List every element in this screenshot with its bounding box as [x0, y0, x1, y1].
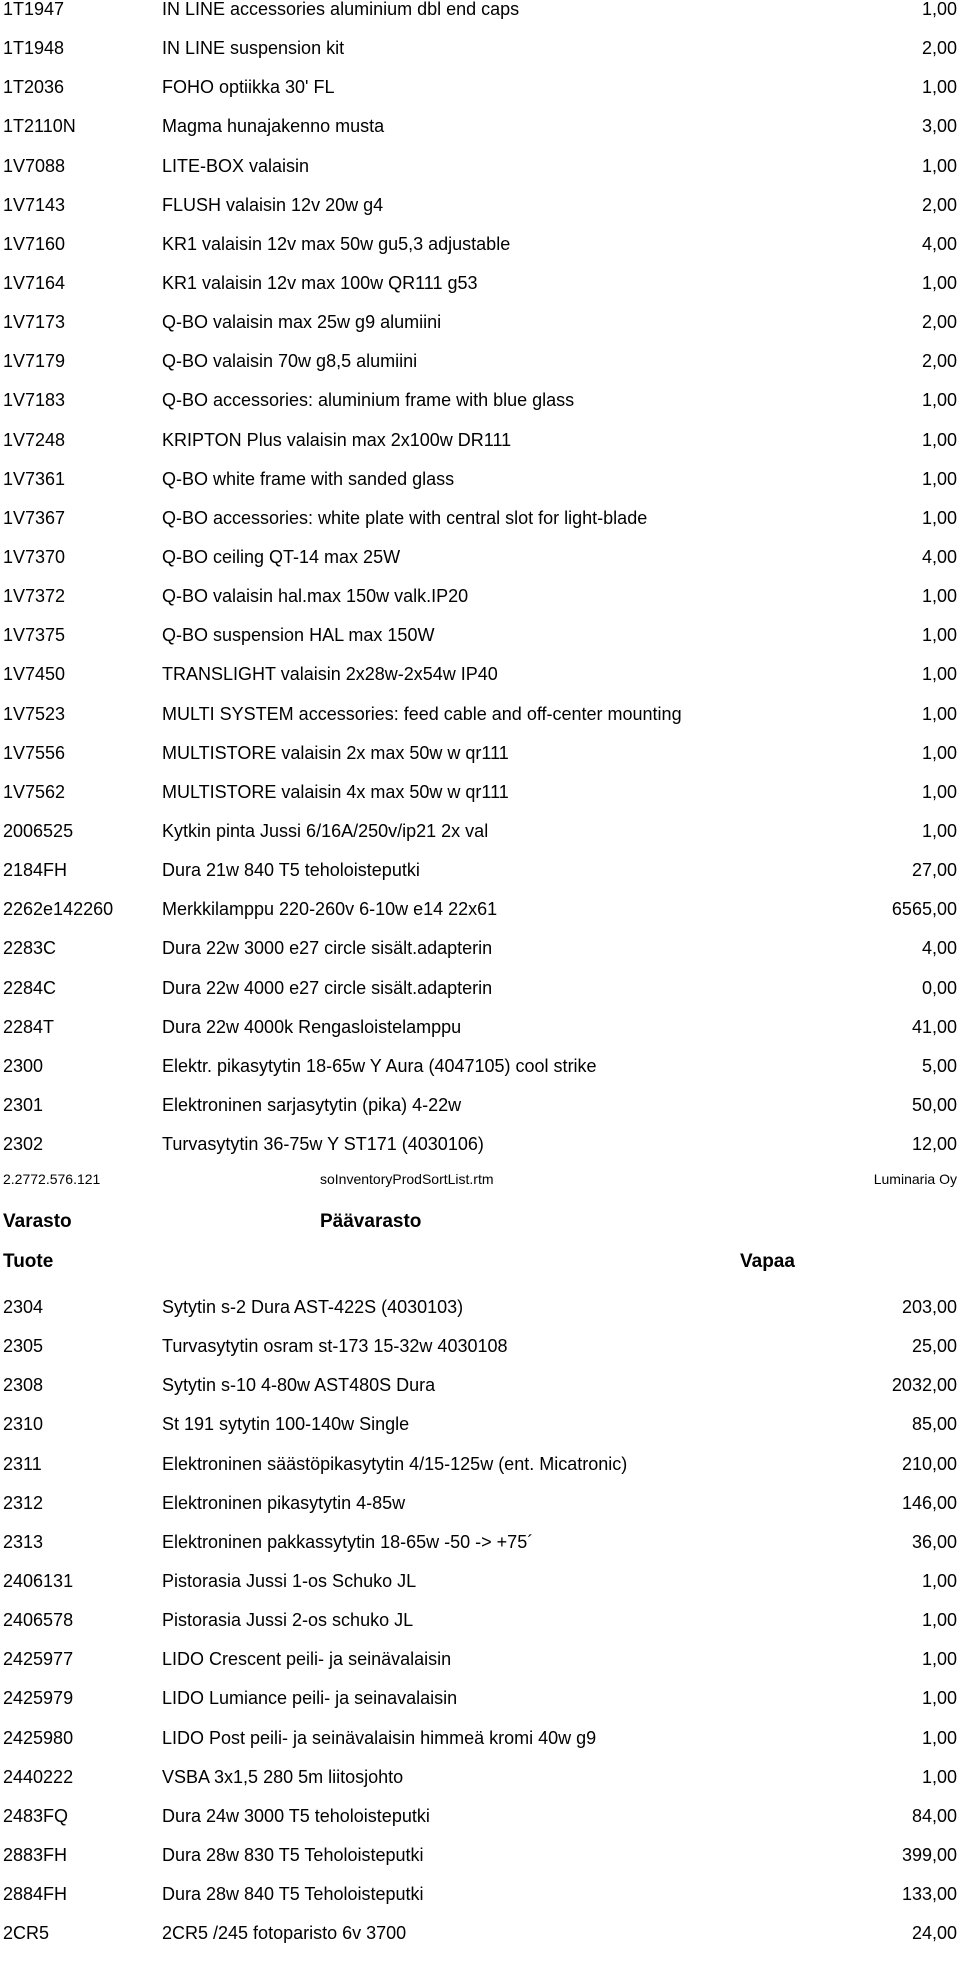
product-description: Pistorasia Jussi 1-os Schuko JL: [162, 1570, 417, 1591]
product-description: Q-BO valaisin hal.max 150w valk.IP20: [162, 586, 469, 607]
available-quantity: 1,00: [921, 1610, 957, 1631]
inventory-row: [0, 1846, 960, 1885]
product-code: 1V7183: [3, 390, 66, 411]
available-quantity: 1,00: [921, 77, 957, 98]
product-code: 2300: [3, 1055, 44, 1076]
available-quantity: 3,00: [921, 116, 957, 137]
available-quantity: 25,00: [911, 1336, 957, 1357]
product-code: 2425977: [3, 1649, 74, 1670]
product-code: 2440222: [3, 1766, 74, 1787]
product-description: Elektroninen säästöpikasytytin 4/15-125w (ent. Micatronic): [162, 1453, 628, 1474]
available-quantity: 1,00: [921, 742, 957, 763]
inventory-row: [0, 1768, 960, 1807]
warehouse-value: Päävarasto: [320, 1211, 422, 1232]
product-code: 2406578: [3, 1610, 74, 1631]
product-code: 1V7361: [3, 468, 66, 489]
inventory-row: [0, 665, 960, 704]
product-description: LIDO Post peili- ja seinävalaisin himmeä kromi 40w g9: [162, 1727, 597, 1748]
available-quantity: 1,00: [921, 155, 957, 176]
product-code: 1V7160: [3, 233, 66, 254]
product-code: 1V7088: [3, 155, 66, 176]
available-quantity: 85,00: [911, 1414, 957, 1435]
inventory-row: [0, 1650, 960, 1689]
product-code: 1T2110N: [3, 116, 76, 137]
inventory-row: [0, 587, 960, 626]
available-quantity: 24,00: [911, 1923, 957, 1944]
inventory-row: [0, 1572, 960, 1611]
inventory-row: [0, 431, 960, 470]
available-quantity: 6565,00: [891, 899, 957, 920]
available-quantity: 1,00: [921, 272, 957, 293]
page-footer: [0, 1172, 960, 1192]
available-quantity: 0,00: [921, 977, 957, 998]
available-quantity: 146,00: [901, 1492, 957, 1513]
inventory-row: [0, 78, 960, 117]
available-quantity: 1,00: [921, 1649, 957, 1670]
inventory-row: [0, 157, 960, 196]
inventory-row: [0, 1729, 960, 1768]
product-description: Q-BO suspension HAL max 150W: [162, 625, 435, 646]
inventory-row: [0, 1096, 960, 1135]
available-quantity: 1,00: [921, 703, 957, 724]
product-code: 2284T: [3, 1016, 55, 1037]
column-header-product: Tuote: [3, 1251, 54, 1272]
product-code: 1V7173: [3, 312, 66, 333]
product-description: Dura 22w 4000k Rengasloistelamppu: [162, 1016, 462, 1037]
product-description: Q-BO accessories: white plate with central slot for light-blade: [162, 507, 648, 528]
inventory-row: [0, 783, 960, 822]
product-description: Q-BO valaisin max 25w g9 alumiini: [162, 312, 442, 333]
product-description: IN LINE suspension kit: [162, 38, 345, 59]
inventory-row: [0, 0, 960, 39]
product-description: KR1 valaisin 12v max 100w QR111 g53: [162, 272, 478, 293]
product-description: Kytkin pinta Jussi 6/16A/250v/ip21 2x val: [162, 820, 489, 841]
available-quantity: 1,00: [921, 1688, 957, 1709]
inventory-row: [0, 705, 960, 744]
product-description: Elektroninen pakkassytytin 18-65w -50 -> +75´: [162, 1531, 534, 1552]
product-code: 1T1947: [3, 0, 65, 19]
available-quantity: 2,00: [921, 312, 957, 333]
inventory-list-page2: [0, 1298, 960, 1963]
product-code: 1T2036: [3, 77, 65, 98]
inventory-row: [0, 313, 960, 352]
inventory-row: [0, 979, 960, 1018]
product-description: IN LINE accessories aluminium dbl end caps: [162, 0, 520, 19]
inventory-row: [0, 117, 960, 156]
available-quantity: 4,00: [921, 938, 957, 959]
product-description: Dura 22w 4000 e27 circle sisält.adapterin: [162, 977, 493, 998]
inventory-row: [0, 626, 960, 665]
inventory-row: [0, 1298, 960, 1337]
product-description: Turvasytytin 36-75w Y ST171 (4030106): [162, 1134, 484, 1155]
inventory-row: [0, 1885, 960, 1924]
available-quantity: 27,00: [911, 860, 957, 881]
inventory-row: [0, 39, 960, 78]
product-code: 2406131: [3, 1570, 74, 1591]
product-description: Elektroninen sarjasytytin (pika) 4-22w: [162, 1094, 462, 1115]
product-code: 2302: [3, 1134, 44, 1155]
product-description: Dura 28w 840 T5 Teholoisteputki: [162, 1884, 424, 1905]
inventory-row: [0, 900, 960, 939]
product-description: Elektroninen pikasytytin 4-85w: [162, 1492, 406, 1513]
product-description: Q-BO white frame with sanded glass: [162, 468, 455, 489]
inventory-row: [0, 939, 960, 978]
product-code: 2284C: [3, 977, 57, 998]
inventory-row: [0, 352, 960, 391]
product-description: MULTI SYSTEM accessories: feed cable and off-center mounting: [162, 703, 682, 724]
product-code: 1V7367: [3, 507, 66, 528]
inventory-row: [0, 391, 960, 430]
product-code: 2425980: [3, 1727, 74, 1748]
available-quantity: 2,00: [921, 351, 957, 372]
product-code: 1V7143: [3, 194, 66, 215]
product-description: Turvasytytin osram st-173 15-32w 4030108: [162, 1336, 508, 1357]
inventory-row: [0, 274, 960, 313]
product-code: 1T1948: [3, 38, 65, 59]
product-description: Q-BO ceiling QT-14 max 25W: [162, 546, 401, 567]
product-description: LIDO Lumiance peili- ja seinavalaisin: [162, 1688, 458, 1709]
inventory-row: [0, 1494, 960, 1533]
product-description: FLUSH valaisin 12v 20w g4: [162, 194, 384, 215]
inventory-row: [0, 196, 960, 235]
warehouse-label: Varasto: [3, 1211, 72, 1232]
available-quantity: 2,00: [921, 194, 957, 215]
available-quantity: 84,00: [911, 1805, 957, 1826]
inventory-row: [0, 1337, 960, 1376]
product-code: 2883FH: [3, 1844, 68, 1865]
product-code: 1V7556: [3, 742, 66, 763]
inventory-row: [0, 1533, 960, 1572]
available-quantity: 1,00: [921, 781, 957, 802]
available-quantity: 50,00: [911, 1094, 957, 1115]
footer-report-filename: soInventoryProdSortList.rtm: [320, 1171, 494, 1187]
product-description: Dura 28w 830 T5 Teholoisteputki: [162, 1844, 424, 1865]
product-code: 2310: [3, 1414, 44, 1435]
available-quantity: 1,00: [921, 507, 957, 528]
available-quantity: 4,00: [921, 233, 957, 254]
available-quantity: 1,00: [921, 625, 957, 646]
inventory-row: [0, 1057, 960, 1096]
available-quantity: 1,00: [921, 0, 957, 19]
available-quantity: 1,00: [921, 390, 957, 411]
product-code: 2301: [3, 1094, 44, 1115]
product-code: 1V7248: [3, 429, 66, 450]
inventory-row: [0, 1689, 960, 1728]
product-description: Q-BO accessories: aluminium frame with blue glass: [162, 390, 575, 411]
product-code: 1V7375: [3, 625, 66, 646]
product-code: 2884FH: [3, 1884, 68, 1905]
product-code: 1V7562: [3, 781, 66, 802]
product-description: 2CR5 /245 fotoparisto 6v 3700: [162, 1923, 407, 1944]
product-code: 2311: [3, 1453, 42, 1474]
product-description: Sytytin s-2 Dura AST-422S (4030103): [162, 1297, 464, 1317]
product-code: 2006525: [3, 820, 74, 841]
product-code: 2305: [3, 1336, 44, 1357]
product-code: 2312: [3, 1492, 44, 1513]
available-quantity: 1,00: [921, 1570, 957, 1591]
product-code: 2483FQ: [3, 1805, 69, 1826]
available-quantity: 1,00: [921, 820, 957, 841]
product-code: 1V7179: [3, 351, 66, 372]
inventory-row: [0, 1807, 960, 1846]
product-description: LIDO Crescent peili- ja seinävalaisin: [162, 1649, 452, 1670]
footer-document-number: 2.2772.576.121: [3, 1171, 101, 1187]
product-code: 1V7370: [3, 546, 66, 567]
available-quantity: 36,00: [911, 1531, 957, 1552]
available-quantity: 12,00: [911, 1134, 957, 1155]
inventory-row: [0, 470, 960, 509]
product-description: Q-BO valaisin 70w g8,5 alumiini: [162, 351, 418, 372]
available-quantity: 1,00: [921, 586, 957, 607]
available-quantity: 1,00: [921, 664, 957, 685]
inventory-row: [0, 1018, 960, 1057]
available-quantity: 203,00: [901, 1297, 957, 1317]
product-code: 1V7450: [3, 664, 66, 685]
available-quantity: 399,00: [901, 1844, 957, 1865]
product-description: TRANSLIGHT valaisin 2x28w-2x54w IP40: [162, 664, 498, 685]
inventory-row: [0, 548, 960, 587]
inventory-row: [0, 1611, 960, 1650]
product-code: 1V7523: [3, 703, 66, 724]
product-description: Dura 21w 840 T5 teholoisteputki: [162, 860, 420, 881]
product-code: 2CR5: [3, 1923, 50, 1944]
inventory-row: [0, 861, 960, 900]
product-code: 2184FH: [3, 860, 68, 881]
product-description: KRIPTON Plus valaisin max 2x100w DR111: [162, 429, 512, 450]
product-description: Dura 24w 3000 T5 teholoisteputki: [162, 1805, 430, 1826]
product-code: 1V7164: [3, 272, 66, 293]
product-description: VSBA 3x1,5 280 5m liitosjohto: [162, 1766, 404, 1787]
available-quantity: 1,00: [921, 1766, 957, 1787]
product-description: LITE-BOX valaisin: [162, 155, 310, 176]
inventory-row: [0, 1455, 960, 1494]
inventory-row: [0, 235, 960, 274]
product-description: St 191 sytytin 100-140w Single: [162, 1414, 410, 1435]
column-header-available: Vapaa: [740, 1251, 795, 1272]
product-description: FOHO optiikka 30' FL: [162, 77, 335, 98]
product-code: 2313: [3, 1531, 44, 1552]
available-quantity: 1,00: [921, 429, 957, 450]
available-quantity: 2032,00: [891, 1375, 957, 1396]
product-description: MULTISTORE valaisin 4x max 50w w qr111: [162, 781, 509, 802]
product-code: 1V7372: [3, 586, 66, 607]
product-code: 2304: [3, 1297, 44, 1317]
available-quantity: 5,00: [921, 1055, 957, 1076]
available-quantity: 41,00: [911, 1016, 957, 1037]
product-code: 2425979: [3, 1688, 74, 1709]
inventory-row: [0, 1376, 960, 1415]
available-quantity: 133,00: [901, 1884, 957, 1905]
inventory-row: [0, 1135, 960, 1174]
product-code: 2308: [3, 1375, 44, 1396]
inventory-row: [0, 822, 960, 861]
available-quantity: 1,00: [921, 468, 957, 489]
available-quantity: 210,00: [901, 1453, 957, 1474]
inventory-row: [0, 1415, 960, 1454]
product-description: Magma hunajakenno musta: [162, 116, 385, 137]
available-quantity: 2,00: [921, 38, 957, 59]
available-quantity: 4,00: [921, 546, 957, 567]
product-description: Sytytin s-10 4-80w AST480S Dura: [162, 1375, 436, 1396]
product-description: Pistorasia Jussi 2-os schuko JL: [162, 1610, 414, 1631]
inventory-row: [0, 744, 960, 783]
product-description: KR1 valaisin 12v max 50w gu5,3 adjustable: [162, 233, 511, 254]
product-description: Dura 22w 3000 e27 circle sisält.adapterin: [162, 938, 493, 959]
product-code: 2283C: [3, 938, 57, 959]
product-code: 2262e142260: [3, 899, 114, 920]
product-description: MULTISTORE valaisin 2x max 50w w qr111: [162, 742, 509, 763]
product-description: Merkkilamppu 220-260v 6-10w e14 22x61: [162, 899, 498, 920]
footer-company-name: Luminaria Oy: [873, 1171, 957, 1187]
inventory-row: [0, 509, 960, 548]
product-description: Elektr. pikasytytin 18-65w Y Aura (4047105) cool strike: [162, 1055, 597, 1076]
available-quantity: 1,00: [921, 1727, 957, 1748]
page-break-section: [0, 1172, 960, 1282]
